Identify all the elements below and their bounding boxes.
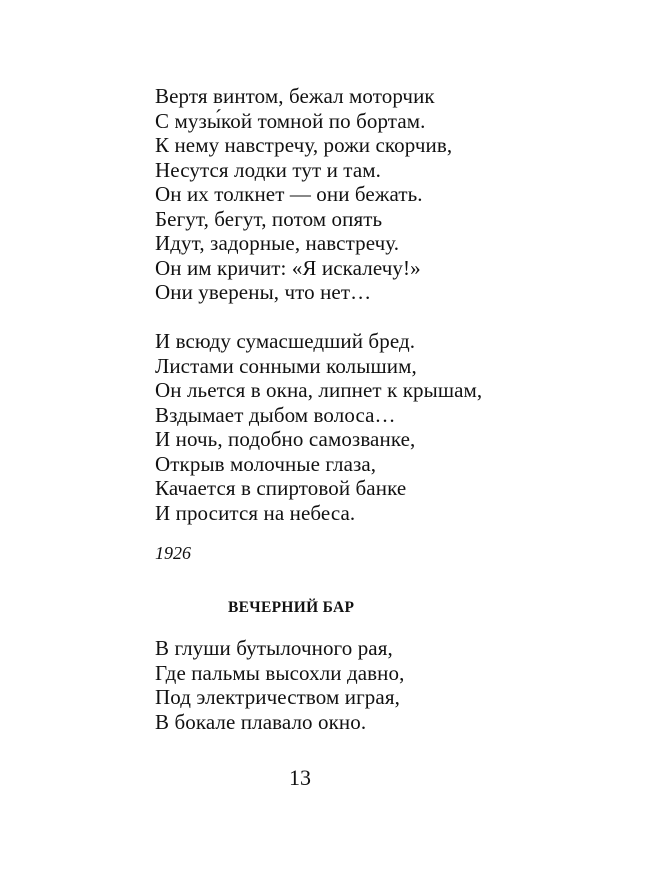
poem-line: К нему навстречу, рожи скорчив, bbox=[155, 133, 453, 157]
page-number: 13 bbox=[289, 765, 311, 790]
poem-line: Он льется в окна, липнет к крышам, bbox=[155, 378, 483, 402]
next-poem-stanza bbox=[155, 636, 404, 734]
poem-line: Вздымает дыбом волоса… bbox=[155, 402, 396, 427]
poem-line: Открыв молочные глаза, bbox=[155, 451, 377, 476]
poem-stanza-1 bbox=[155, 84, 452, 305]
poem-line: Качается в спиртовой банке bbox=[155, 476, 407, 500]
poem-line: Где пальмы высохли давно, bbox=[155, 660, 405, 685]
poem-title: ВЕЧЕРНИЙ БАР bbox=[228, 599, 355, 616]
poem-line: И просится на небеса. bbox=[155, 500, 356, 525]
poem-line: И всюду сумасшедший бред. bbox=[155, 329, 416, 353]
poem-line: Бегут, бегут, потом опять bbox=[155, 206, 383, 231]
poem-line: И ночь, подобно самозванке, bbox=[155, 427, 416, 451]
poem-line: В бокале плавало окно. bbox=[155, 709, 367, 734]
poem-line: Листами сонными колышим, bbox=[155, 353, 417, 378]
poem-line: Идут, задорные, навстречу. bbox=[155, 231, 400, 255]
poem-line: Они уверены, что нет… bbox=[155, 280, 372, 304]
poem-line: Под электричеством играя, bbox=[155, 685, 400, 709]
poem-line: Он им кричит: «Я искалечу!» bbox=[155, 255, 421, 280]
poem-line: С музы́кой томной по бортам. bbox=[155, 108, 426, 133]
poem-line: Несутся лодки тут и там. bbox=[155, 157, 381, 182]
poem-date: 1926 bbox=[155, 543, 191, 563]
poem-line: Вертя винтом, бежал моторчик bbox=[155, 84, 435, 108]
poem-stanza-2 bbox=[155, 329, 482, 525]
poem-line: В глуши бутылочного рая, bbox=[155, 636, 393, 660]
poem-line: Он их толкнет — они бежать. bbox=[155, 182, 423, 206]
